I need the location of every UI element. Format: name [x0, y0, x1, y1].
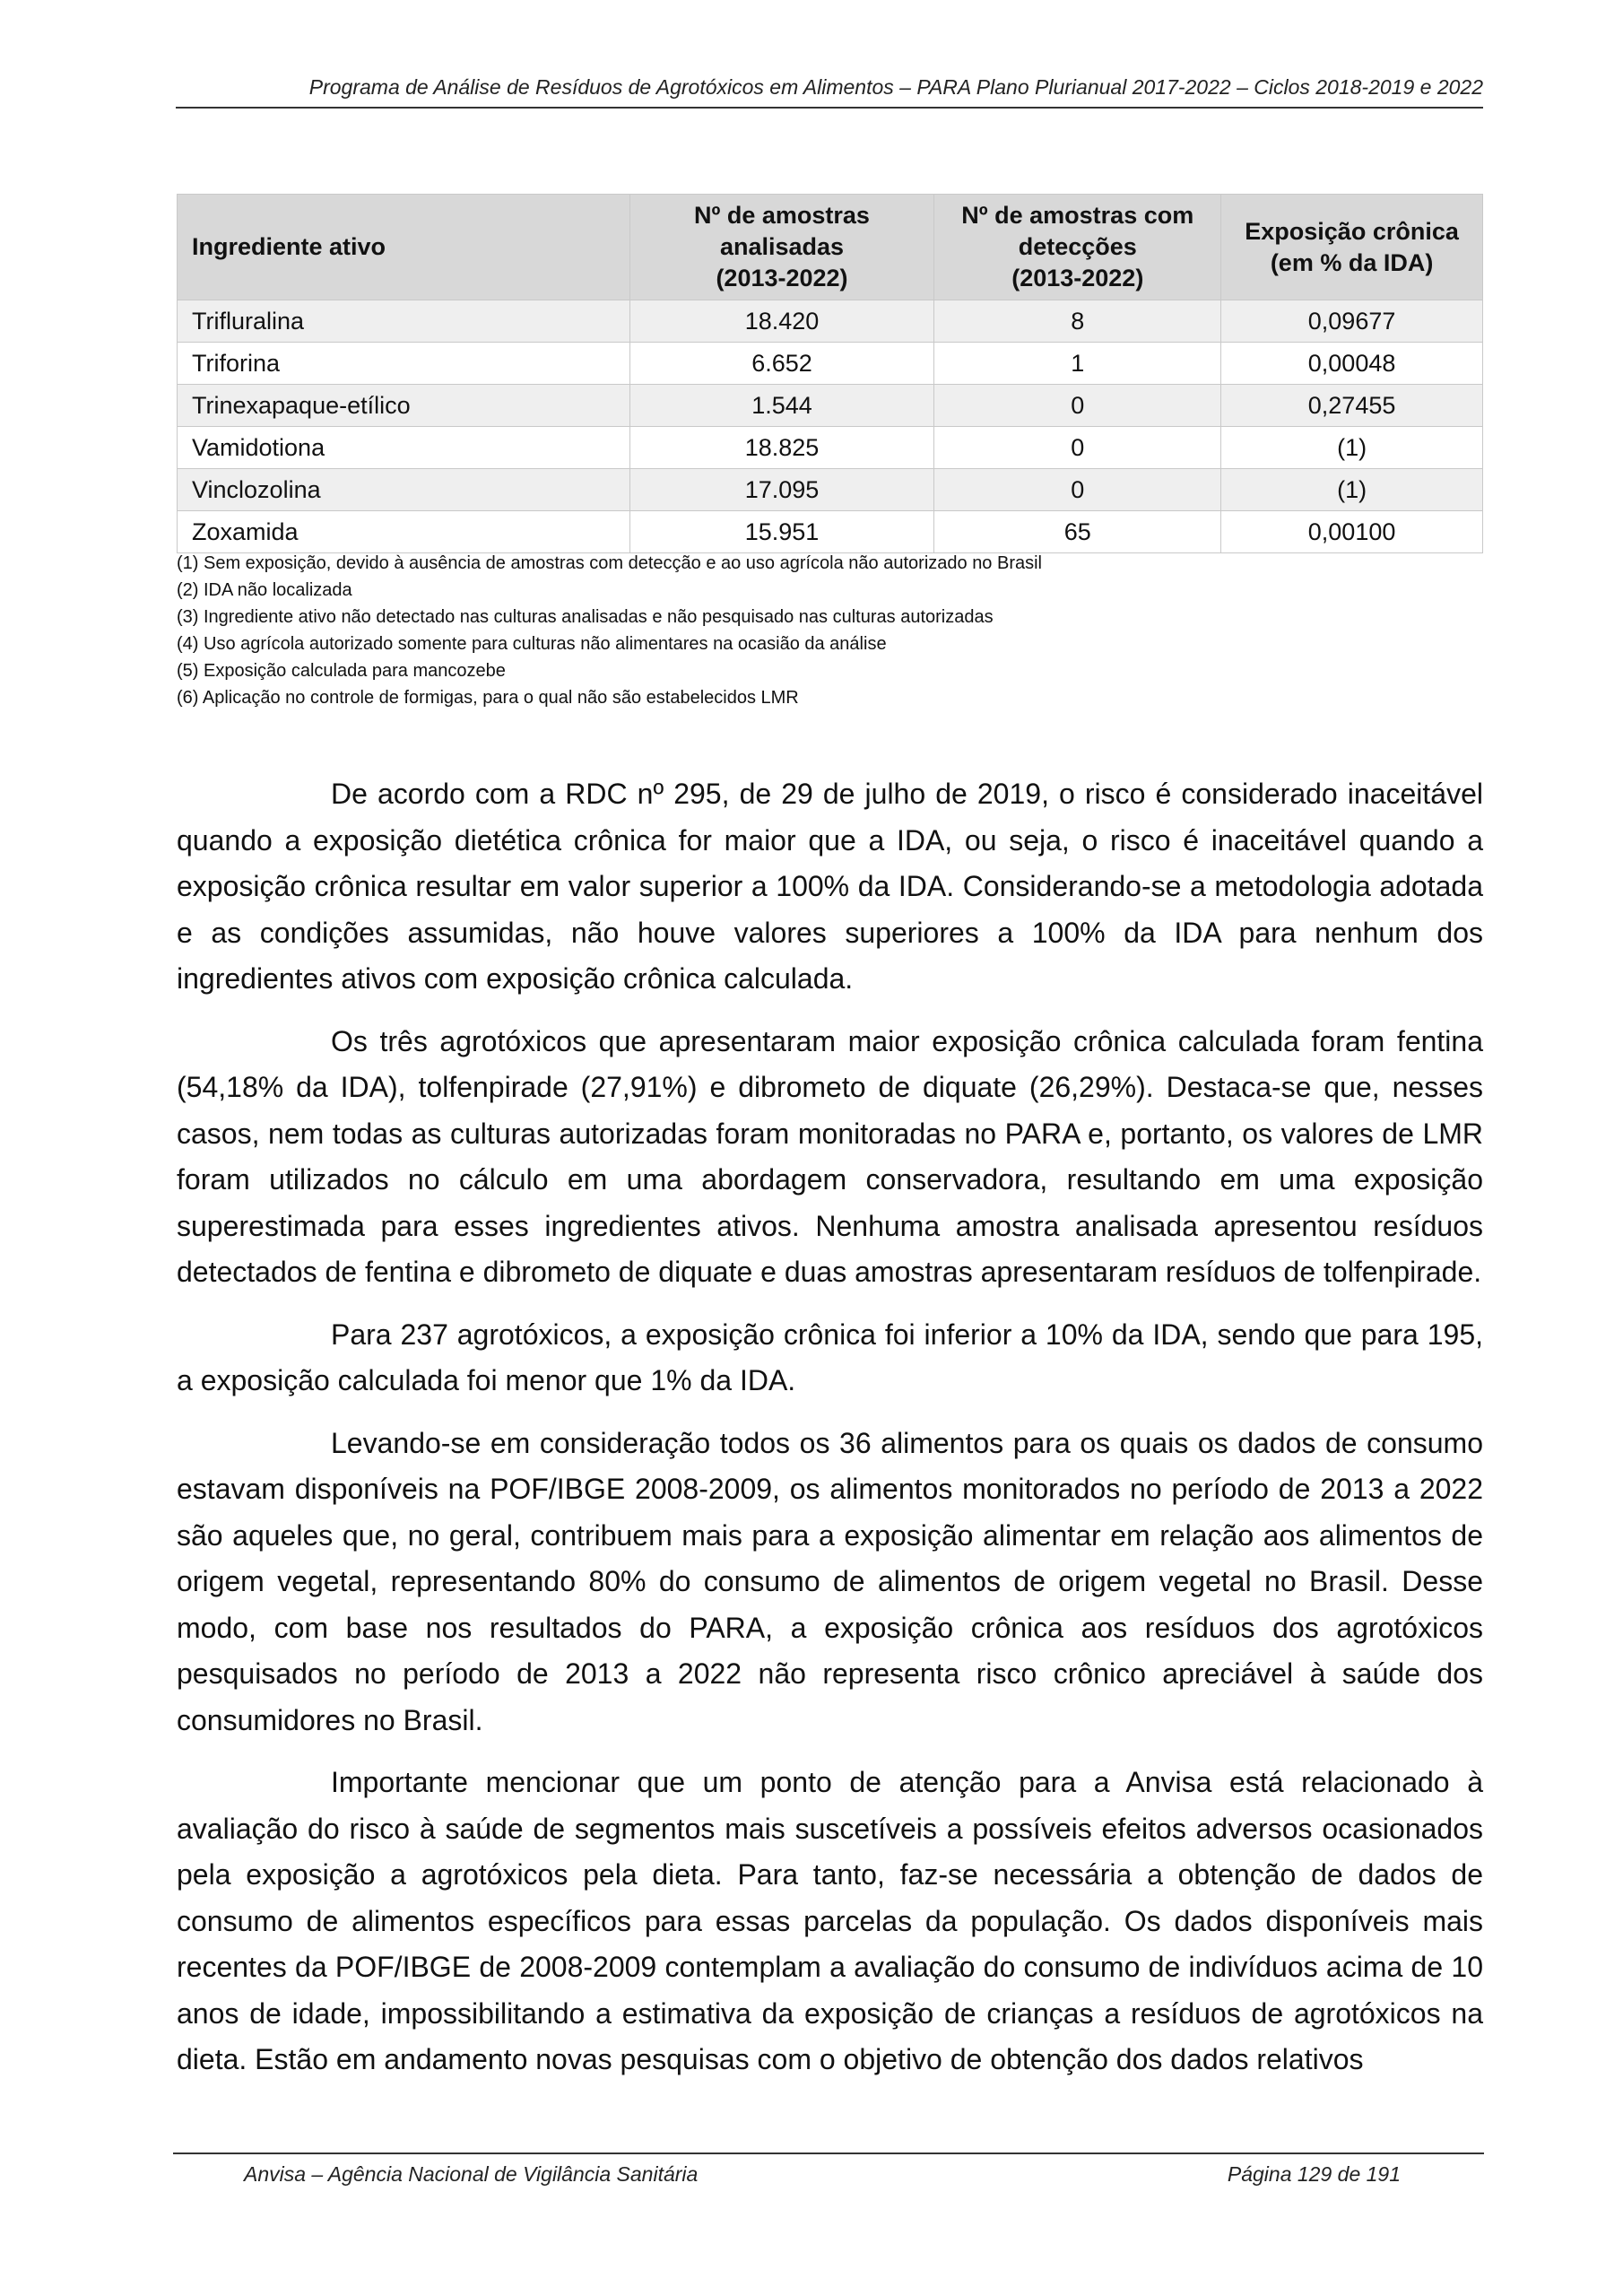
footnote: (4) Uso agrícola autorizado somente para culturas não alimentares na ocasião da análise: [177, 634, 887, 654]
cell-samples-detected: 0: [934, 469, 1221, 511]
cell-samples-analyzed: 15.951: [629, 511, 934, 553]
exposure-table: [177, 194, 1483, 553]
table-row: [178, 469, 1483, 511]
column-header-samples-analyzed: Nº de amostras analisadas (2013-2022): [629, 195, 934, 300]
paragraph: Os três agrotóxicos que apresentaram maior exposição crônica calculada foram fentina (54,18% da IDA), tolfenpirade (27,91%) e dibrometo de diquate (26,29%). Destaca-se que, nesses casos, nem todas as culturas autorizadas foram monitoradas no PARA e, portanto, os valores de LMR foram utilizados no cálculo em uma abordagem conservadora, resultando em uma exposição superestimada para esses ingredientes ativos. Nenhuma amostra analisada apresentou resíduos detectados de fentina e dibrometo de diquate e duas amostras apresentaram resíduos de tolfenpirade.: [177, 1024, 1483, 1288]
table-row: [178, 343, 1483, 385]
footer-agency: Anvisa – Agência Nacional de Vigilância Sanitária: [244, 2162, 699, 2186]
page-footer: [244, 2162, 1401, 2187]
cell-samples-analyzed: 1.544: [629, 385, 934, 427]
column-header-chronic-exposure: Exposição crônica (em % da IDA): [1221, 195, 1483, 300]
footnote: (3) Ingrediente ativo não detectado nas culturas analisadas e não pesquisado nas culturas autorizadas: [177, 607, 994, 627]
table-footnotes: [177, 550, 1483, 711]
page-header: [176, 75, 1483, 109]
cell-ingredient: Vinclozolina: [178, 469, 630, 511]
paragraph: Levando-se em consideração todos os 36 alimentos para os quais os dados de consumo estavam disponíveis na POF/IBGE 2008-2009, os alimentos monitorados no período de 2013 a 2022 são aqueles que, no geral, contribuem mais para a exposição alimentar em relação aos alimentos de origem vegetal, representando 80% do consumo de alimentos de origem vegetal no Brasil. Desse modo, com base nos resultados do PARA, a exposição crônica aos resíduos dos agrotóxicos pesquisados no período de 2013 a 2022 não representa risco crônico apreciável à saúde dos consumidores no Brasil.: [177, 1426, 1483, 1736]
cell-ingredient: Zoxamida: [178, 511, 630, 553]
header-title: Programa de Análise de Resíduos de Agrotóxicos em Alimentos – PARA Plano Plurianual 2017-2022 – Ciclos 2018-2019 e 2022: [308, 75, 1483, 99]
page-number: Página 129 de 191: [1227, 2162, 1401, 2186]
footnote: (2) IDA não localizada: [177, 580, 352, 600]
cell-samples-detected: 0: [934, 385, 1221, 427]
body-text: [177, 771, 1483, 2100]
cell-samples-detected: 65: [934, 511, 1221, 553]
cell-chronic-exposure: 0,00048: [1221, 343, 1483, 385]
footnote: (5) Exposição calculada para mancozebe: [177, 661, 506, 681]
paragraph: Para 237 agrotóxicos, a exposição crônica foi inferior a 10% da IDA, sendo que para 195, a exposição calculada foi menor que 1% da IDA.: [177, 1318, 1483, 1396]
cell-chronic-exposure: (1): [1221, 469, 1483, 511]
table-row: [178, 511, 1483, 553]
cell-samples-detected: 8: [934, 300, 1221, 343]
column-header-ingredient: Ingrediente ativo: [178, 195, 630, 300]
footnote: (6) Aplicação no controle de formigas, para o qual não são estabelecidos LMR: [177, 688, 799, 708]
cell-chronic-exposure: 0,09677: [1221, 300, 1483, 343]
cell-ingredient: Vamidotiona: [178, 427, 630, 469]
cell-chronic-exposure: 0,27455: [1221, 385, 1483, 427]
column-header-samples-detected: Nº de amostras com detecções (2013-2022): [934, 195, 1221, 300]
cell-ingredient: Trinexapaque-etílico: [178, 385, 630, 427]
footnote: (1) Sem exposição, devido à ausência de amostras com detecção e ao uso agrícola não autorizado no Brasil: [177, 553, 1042, 573]
cell-ingredient: Trifluralina: [178, 300, 630, 343]
footer-divider: [173, 2152, 1484, 2154]
cell-ingredient: Triforina: [178, 343, 630, 385]
table-row: [178, 300, 1483, 343]
cell-chronic-exposure: 0,00100: [1221, 511, 1483, 553]
cell-samples-analyzed: 18.420: [629, 300, 934, 343]
table-row: [178, 427, 1483, 469]
table-row: [178, 385, 1483, 427]
cell-samples-detected: 0: [934, 427, 1221, 469]
cell-samples-detected: 1: [934, 343, 1221, 385]
cell-chronic-exposure: (1): [1221, 427, 1483, 469]
cell-samples-analyzed: 17.095: [629, 469, 934, 511]
paragraph: De acordo com a RDC nº 295, de 29 de julho de 2019, o risco é considerado inaceitável quando a exposição dietética crônica for maior que a IDA, ou seja, o risco é inaceitável quando a exposição crônica resultar em valor superior a 100% da IDA. Considerando-se a metodologia adotada e as condições assumidas, não houve valores superiores a 100% da IDA para nenhum dos ingredientes ativos com exposição crônica calculada.: [177, 778, 1483, 995]
paragraph: Importante mencionar que um ponto de atenção para a Anvisa está relacionado à avaliação do risco à saúde de segmentos mais suscetíveis a possíveis efeitos adversos ocasionados pela exposição a agrotóxicos pela dieta. Para tanto, faz-se necessária a obtenção de dados de consumo de alimentos específicos para essas parcelas da população. Os dados disponíveis mais recentes da POF/IBGE de 2008-2009 contemplam a avaliação do consumo de indivíduos acima de 10 anos de idade, impossibilitando a estimativa da exposição de crianças a resíduos de agrotóxicos na dieta. Estão em andamento novas pesquisas com o objetivo de obtenção dos dados relativos: [177, 1766, 1483, 2075]
cell-samples-analyzed: 18.825: [629, 427, 934, 469]
table-header-row: [178, 195, 1483, 300]
cell-samples-analyzed: 6.652: [629, 343, 934, 385]
